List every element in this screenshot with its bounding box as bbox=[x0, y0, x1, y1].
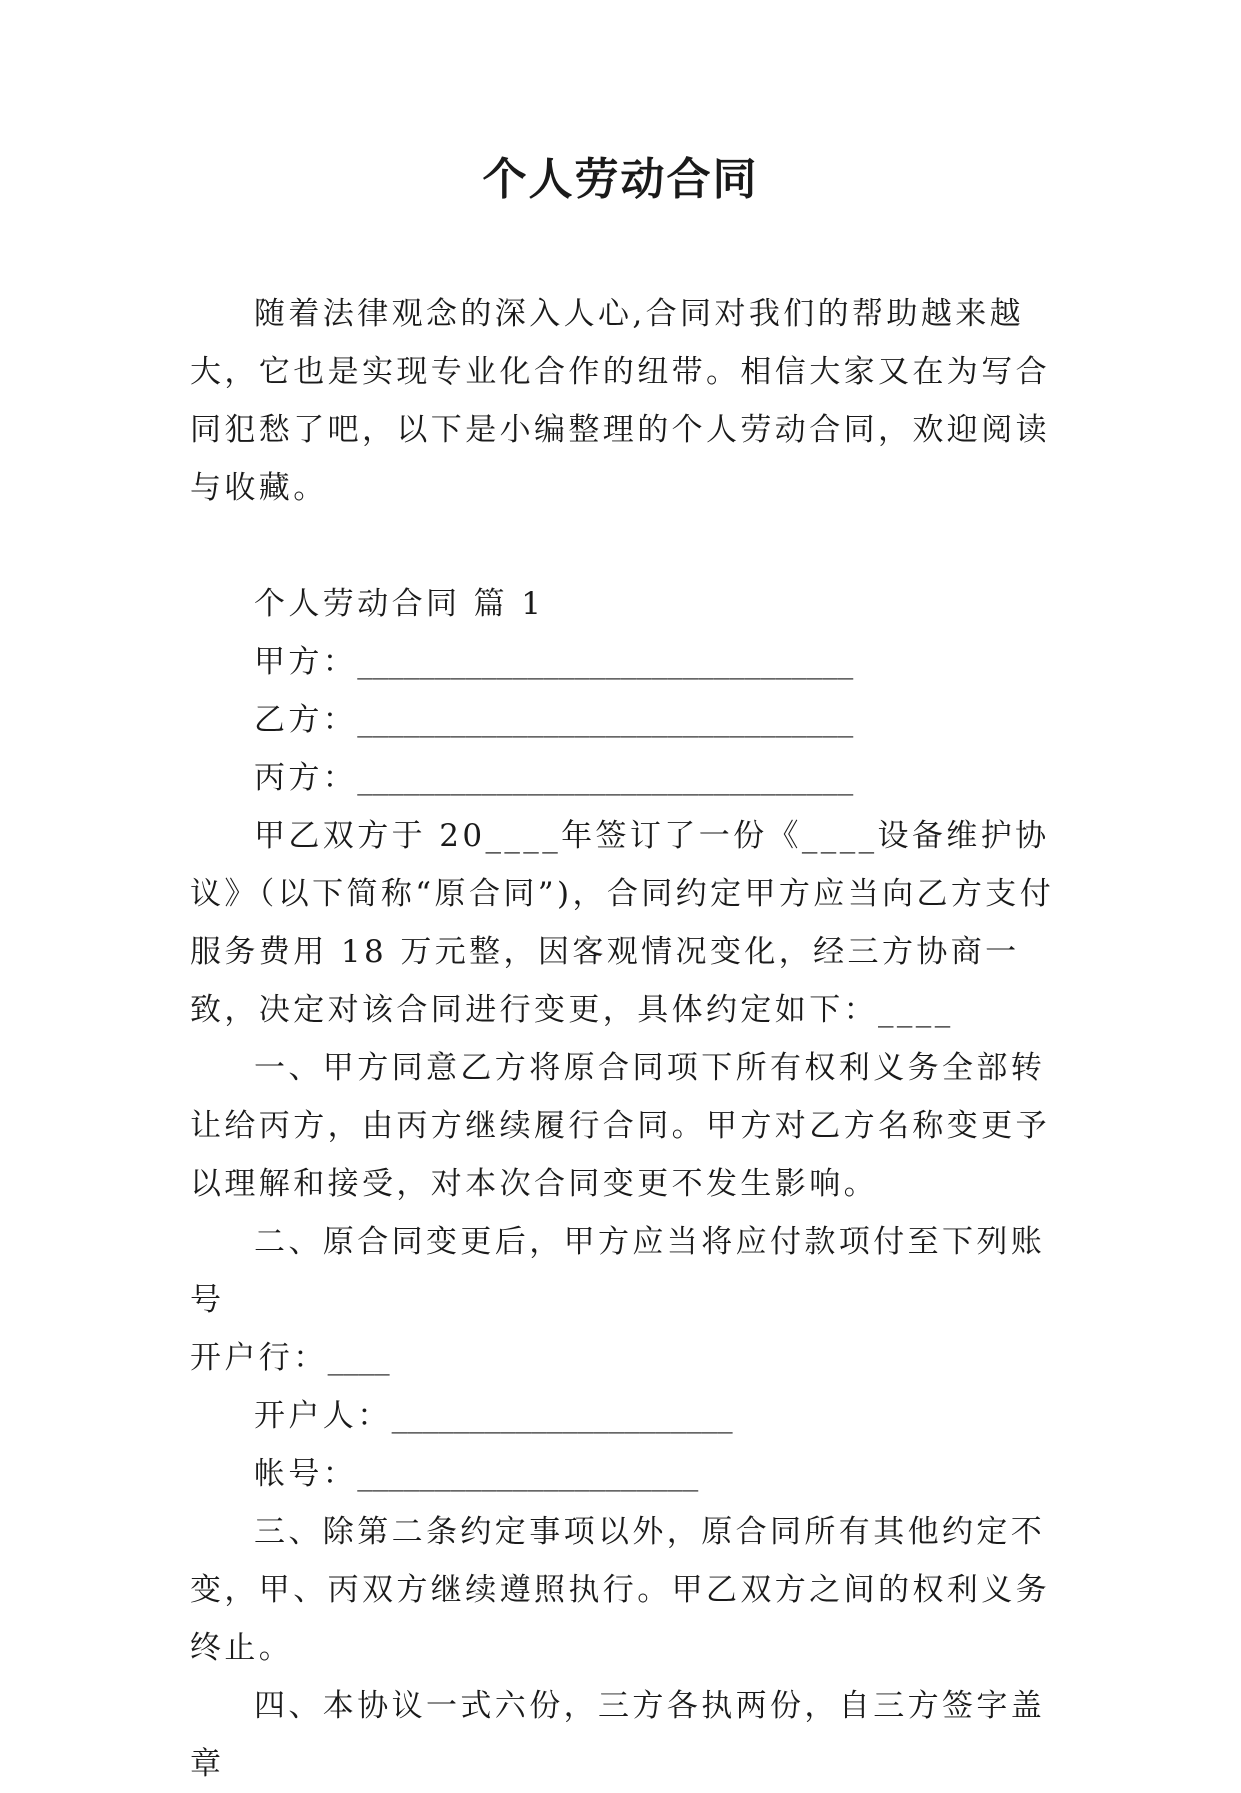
holder-line bbox=[190, 1387, 1058, 1445]
account-label: 帐号： bbox=[254, 1456, 358, 1492]
account-blank: ______________________ bbox=[357, 1456, 699, 1492]
party-b-line bbox=[190, 691, 1058, 749]
party-a-line bbox=[190, 633, 1058, 691]
bank-label: 开户行： bbox=[190, 1340, 328, 1376]
account-line bbox=[190, 1445, 1058, 1503]
party-b-blank: ________________________________ bbox=[357, 702, 854, 738]
bank-blank: ____ bbox=[327, 1340, 390, 1376]
document-body bbox=[190, 285, 1058, 1793]
document-title: 个人劳动合同 bbox=[482, 154, 759, 205]
party-c-line bbox=[190, 749, 1058, 807]
party-c-blank: ________________________________ bbox=[357, 760, 854, 796]
bank-line bbox=[190, 1329, 1058, 1387]
paragraph-agreement-change: 甲乙双方于 20____年签订了一份《____设备维护协议》（以下简称“原合同”)，合同约定甲方应当向乙方支付服务费用 18 万元整，因客观情况变化，经三方协商一致，决定对该合同进行变更，具体约定如下：____ bbox=[190, 818, 1055, 1028]
spacer bbox=[190, 517, 1058, 575]
intro-paragraph: 随着法律观念的深入人心,合同对我们的帮助越来越大，它也是实现专业化合作的纽带。相信大家又在为写合同犯愁了吧，以下是小编整理的个人劳动合同，欢迎阅读与收藏。 bbox=[190, 296, 1050, 506]
paragraph-clause-1: 一、甲方同意乙方将原合同项下所有权利义务全部转让给丙方，由丙方继续履行合同。甲方对乙方名称变更予以理解和接受，对本次合同变更不发生影响。 bbox=[190, 1050, 1050, 1202]
holder-blank: ______________________ bbox=[391, 1398, 733, 1434]
paragraph-clause-2: 二、原合同变更后，甲方应当将应付款项付至下列账号 bbox=[190, 1224, 1046, 1318]
section-heading: 个人劳动合同 篇 1 bbox=[254, 586, 545, 622]
party-c-label: 丙方： bbox=[254, 760, 358, 796]
holder-label: 开户人： bbox=[254, 1398, 392, 1434]
paragraph-clause-4: 四、本协议一式六份，三方各执两份，自三方签字盖章 bbox=[190, 1688, 1046, 1782]
party-a-blank: ________________________________ bbox=[357, 644, 854, 680]
paragraph-clause-3: 三、除第二条约定事项以外，原合同所有其他约定不变，甲、丙双方继续遵照执行。甲乙双方之间的权利义务终止。 bbox=[190, 1514, 1050, 1666]
party-a-label: 甲方： bbox=[254, 644, 358, 680]
party-b-label: 乙方： bbox=[254, 702, 358, 738]
